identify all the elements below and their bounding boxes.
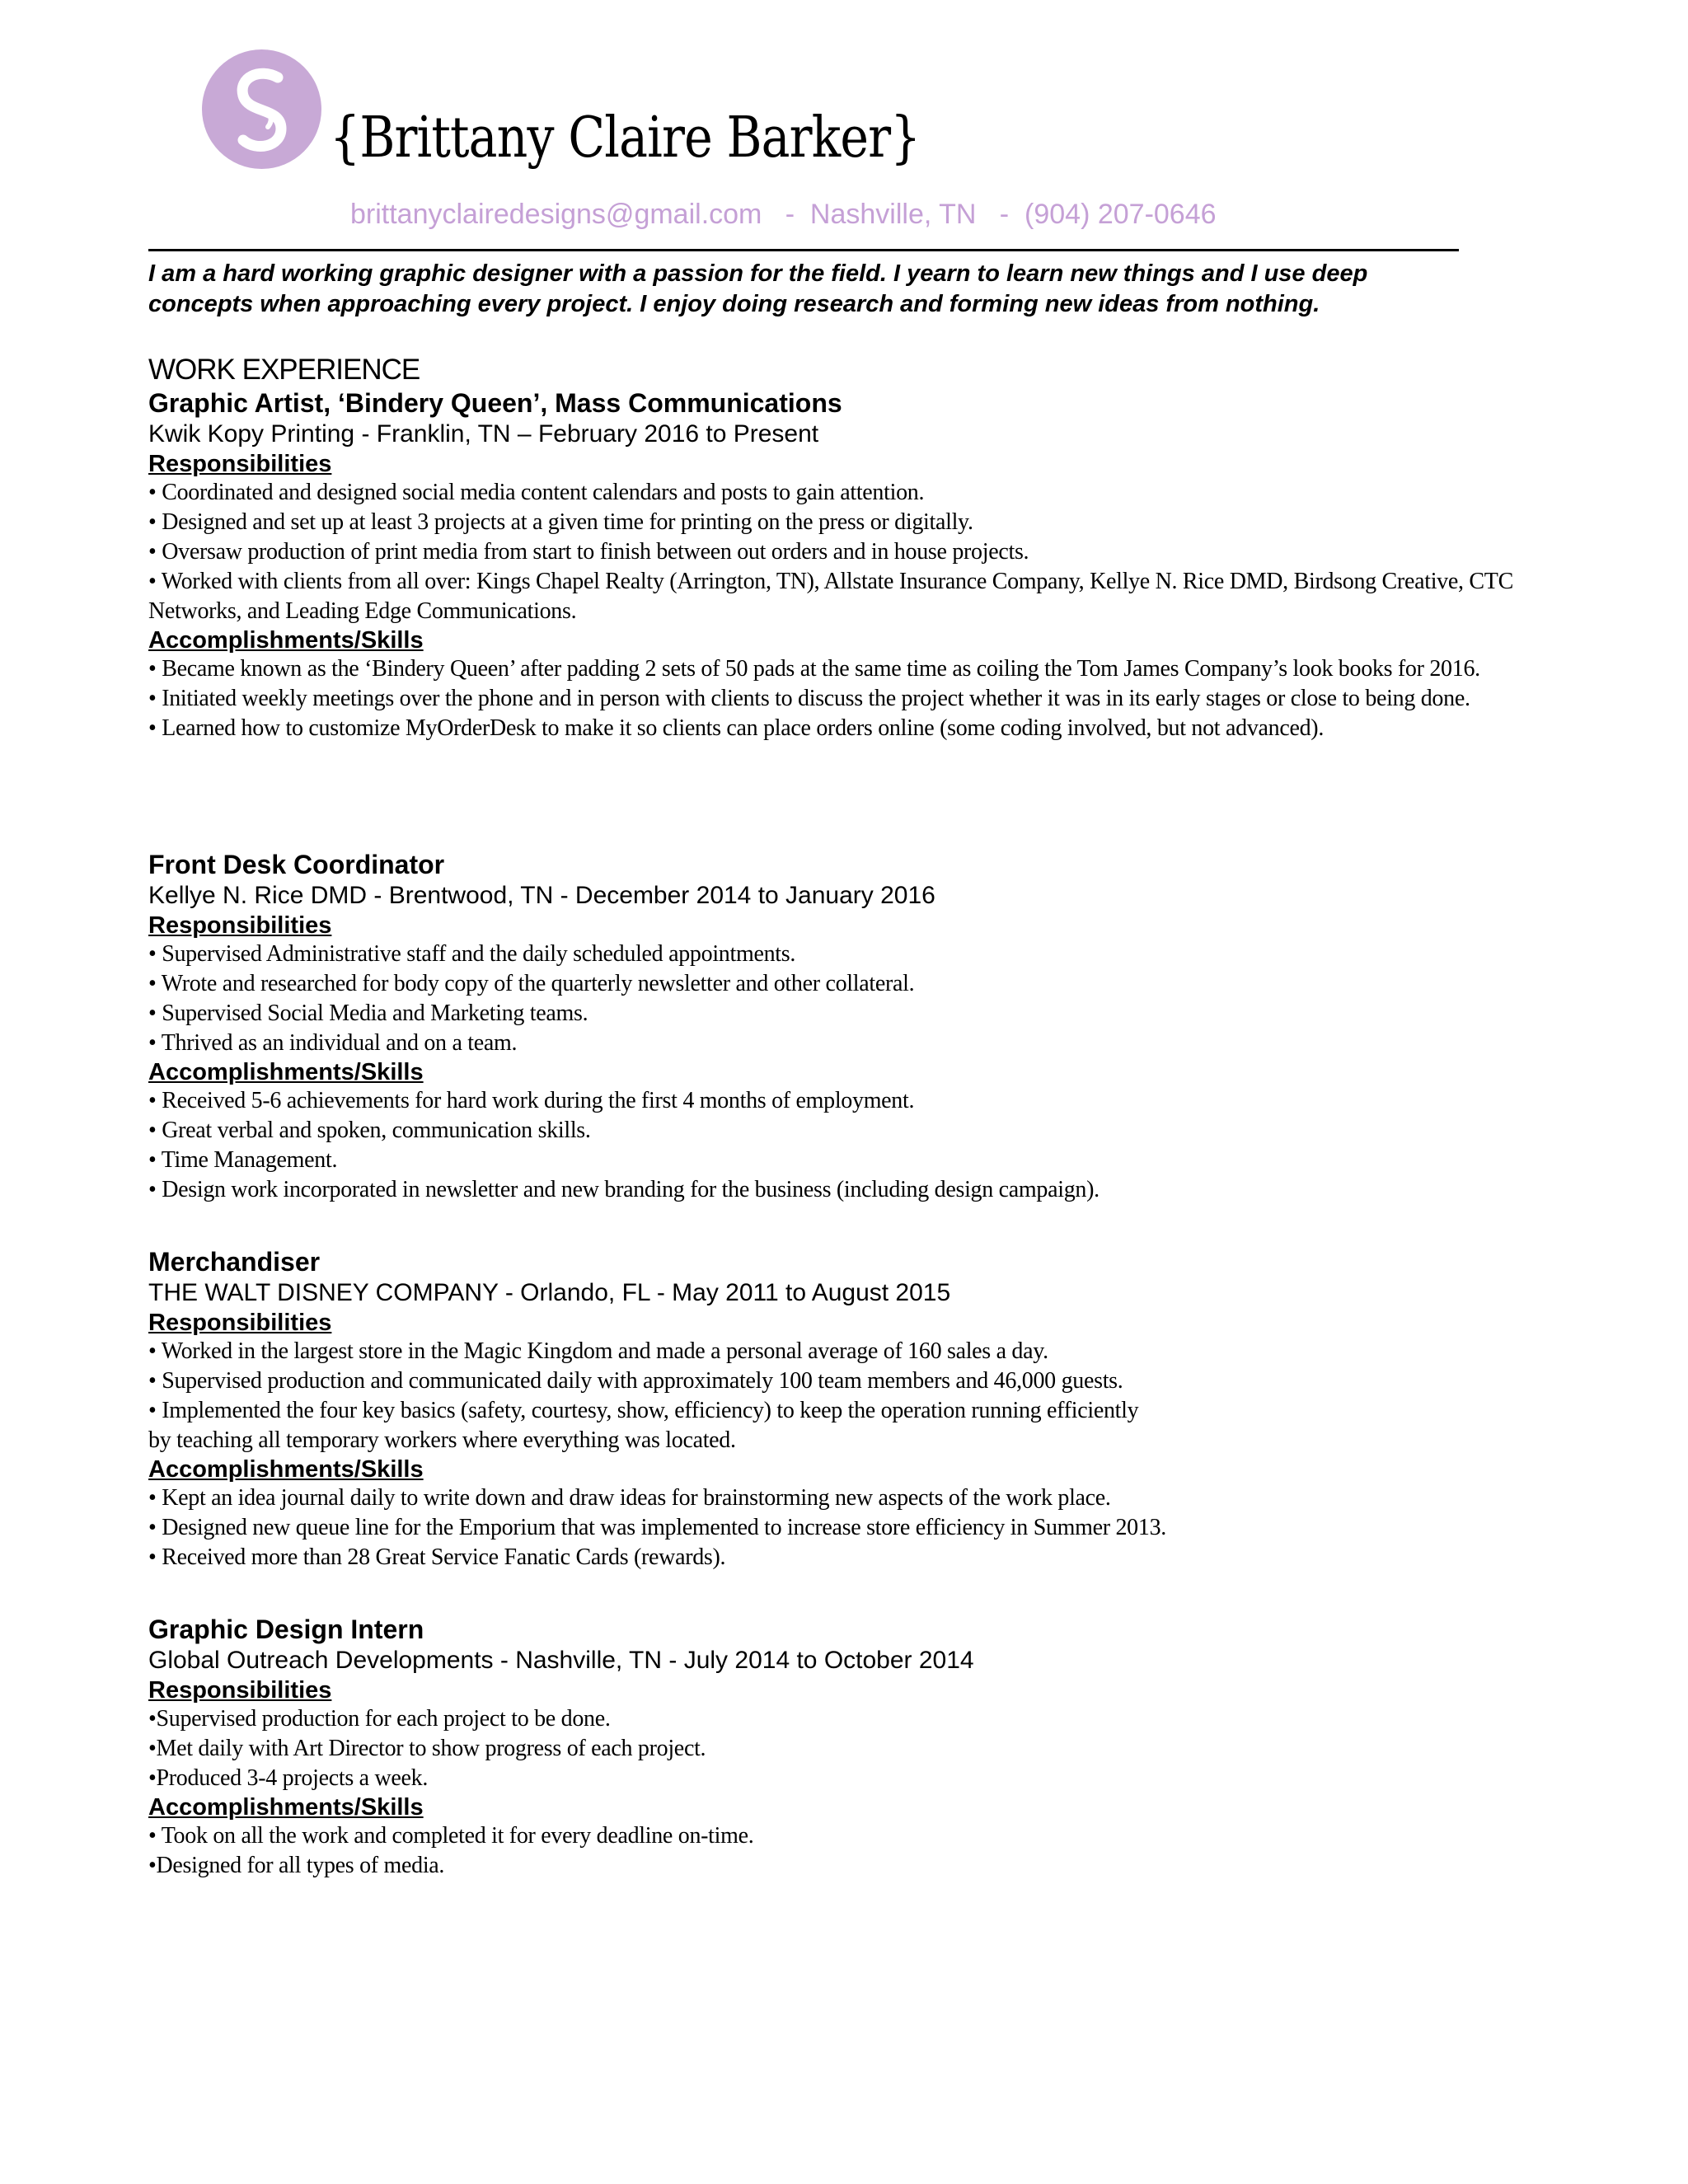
bullet-item: •Produced 3-4 projects a week.: [148, 1765, 429, 1791]
bullet-item: • Designed new queue line for the Emporium that was implemented to increase store efficiency in Summer 2013.: [148, 1515, 1166, 1540]
header-divider: [148, 249, 1459, 251]
bullet-item: • Initiated weekly meetings over the phone and in person with clients to discuss the project whether it was in its early stages or close to being done.: [148, 686, 1470, 711]
bullet-item: •Designed for all types of media.: [148, 1853, 445, 1878]
bullet-item: • Took on all the work and completed it for every deadline on-time.: [148, 1823, 754, 1849]
bullet-item: • Great verbal and spoken, communication skills.: [148, 1118, 591, 1143]
candidate-name: {Brittany Claire Barker}: [330, 105, 921, 171]
logo-s-icon: [202, 49, 321, 169]
job-entry: [148, 387, 1550, 743]
section-title: WORK EXPERIENCE: [148, 354, 420, 386]
bullet-item: • Kept an idea journal daily to write down and draw ideas for brainstorming new aspects of the work place.: [148, 1485, 1111, 1511]
bullet-item: • Oversaw production of print media from start to finish between out orders and in house projects.: [148, 539, 1029, 565]
contact-line: brittanyclairedesigns@gmail.com - Nashville, TN - (904) 207-0646: [350, 199, 1217, 230]
summary-line: concepts when approaching every project. I enjoy doing research and forming new ideas from nothing.: [148, 291, 1320, 317]
job-title: Front Desk Coordinator: [148, 850, 445, 879]
bullet-item: • Design work incorporated in newsletter and new branding for the business (including design campaign).: [148, 1177, 1100, 1202]
summary: [148, 259, 1517, 320]
job-company: THE WALT DISNEY COMPANY - Orlando, FL - May 2011 to August 2015: [148, 1279, 951, 1306]
bullet-item: • Supervised Administrative staff and the daily scheduled appointments.: [148, 941, 796, 967]
bullet-item: •Met daily with Art Director to show progress of each project.: [148, 1736, 706, 1761]
bullet-item: • Became known as the ‘Bindery Queen’ after padding 2 sets of 50 pads at the same time as coiling the Tom James Company’s look books for 2016.: [148, 656, 1480, 682]
accomplishments-heading: Accomplishments/Skills: [148, 1059, 424, 1085]
bullet-item: • Received 5-6 achievements for hard work during the first 4 months of employment.: [148, 1088, 915, 1113]
bullet-item: • Designed and set up at least 3 projects at a given time for printing on the press or digitally.: [148, 509, 973, 535]
summary-line: I am a hard working graphic designer with a passion for the field. I yearn to learn new things and I use deep: [148, 260, 1368, 287]
bullet-item: • Implemented the four key basics (safety, courtesy, show, efficiency) to keep the operation running efficiently: [148, 1398, 1139, 1423]
responsibilities-heading: Responsibilities: [148, 1310, 332, 1336]
job-entry: [148, 1246, 1550, 1572]
responsibilities-heading: Responsibilities: [148, 912, 332, 939]
job-title: Graphic Design Intern: [148, 1615, 424, 1644]
bullet-item: • Coordinated and designed social media content calendars and posts to gain attention.: [148, 480, 925, 505]
job-entry: [148, 849, 1550, 1205]
logo-swirl-icon: [202, 49, 321, 169]
job-title: Merchandiser: [148, 1247, 321, 1277]
responsibilities-heading: Responsibilities: [148, 451, 332, 477]
accomplishments-heading: Accomplishments/Skills: [148, 1794, 424, 1821]
bullet-item: •Supervised production for each project to be done.: [148, 1706, 611, 1732]
bullet-item: • Received more than 28 Great Service Fanatic Cards (rewards).: [148, 1544, 726, 1570]
bullet-item: • Learned how to customize MyOrderDesk to make it so clients can place orders online (some coding involved, but not advanced).: [148, 715, 1325, 741]
bullet-item: • Thrived as an individual and on a team.: [148, 1030, 518, 1056]
accomplishments-heading: Accomplishments/Skills: [148, 1456, 424, 1483]
bullet-item: by teaching all temporary workers where everything was located.: [148, 1427, 736, 1453]
bullet-item: • Supervised production and communicated daily with approximately 100 team members and 46,000 guests.: [148, 1368, 1123, 1394]
bullet-item: • Time Management.: [148, 1147, 338, 1173]
job-company: Global Outreach Developments - Nashville, TN - July 2014 to October 2014: [148, 1647, 974, 1674]
bullet-item: • Worked with clients from all over: Kings Chapel Realty (Arrington, TN), Allstate Insurance Company, Kellye N. Rice DMD, Birdsong Creative, CTC Networks, and Leading Edge Communications.: [148, 569, 1513, 624]
job-title: Graphic Artist, ‘Bindery Queen’, Mass Communications: [148, 388, 842, 418]
responsibilities-heading: Responsibilities: [148, 1677, 332, 1704]
bullet-item: • Wrote and researched for body copy of the quarterly newsletter and other collateral.: [148, 971, 915, 996]
bullet-item: • Supervised Social Media and Marketing teams.: [148, 1001, 588, 1026]
job-entry: [148, 1614, 1550, 1881]
accomplishments-heading: Accomplishments/Skills: [148, 627, 424, 654]
job-company: Kwik Kopy Printing - Franklin, TN – February 2016 to Present: [148, 420, 819, 448]
bullet-item: • Worked in the largest store in the Magic Kingdom and made a personal average of 160 sales a day.: [148, 1338, 1048, 1364]
job-company: Kellye N. Rice DMD - Brentwood, TN - December 2014 to January 2016: [148, 882, 935, 909]
